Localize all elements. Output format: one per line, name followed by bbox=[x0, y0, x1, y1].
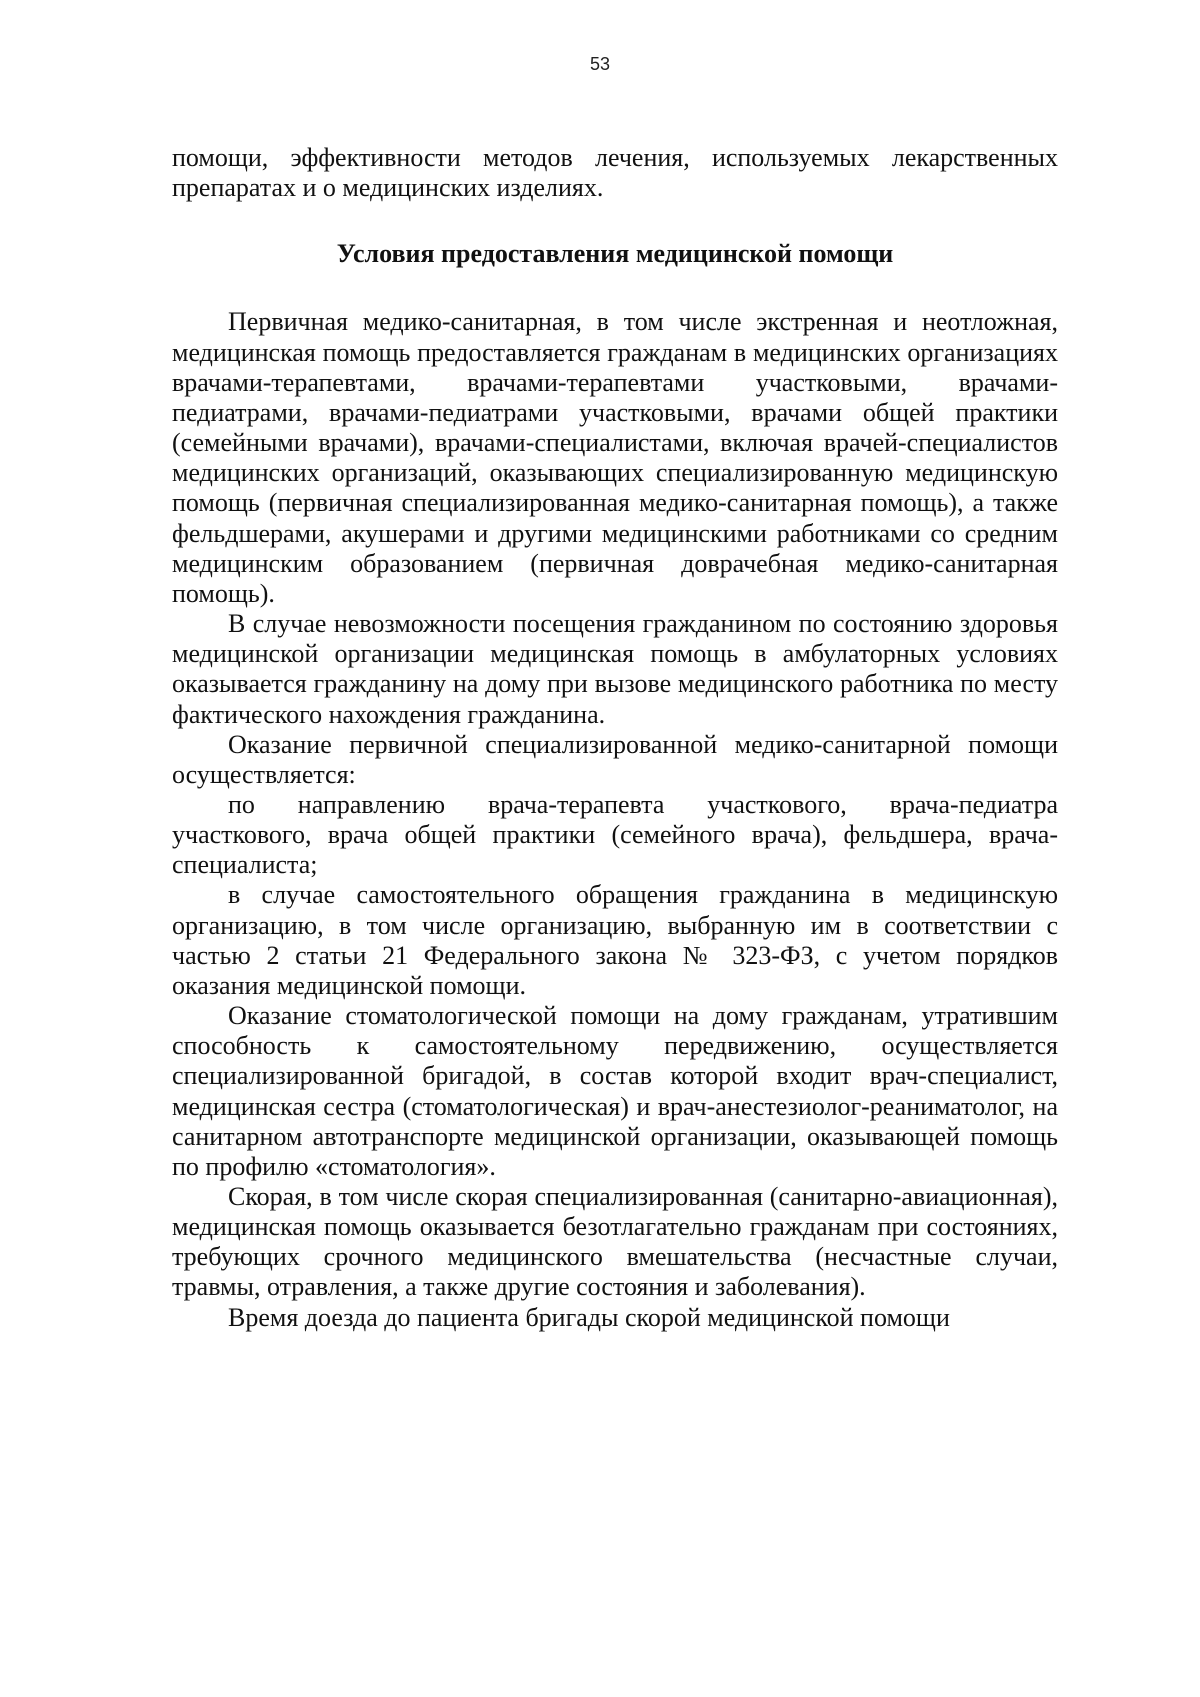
page-number: 53 bbox=[589, 54, 611, 74]
paragraph-primary-care: Первичная медико-санитарная, в том числе экстренная и неотложная, медицинская помощь предоставляется гражданам в медицинских организациях врачами-терапевтами, врачами-терапевтами участковыми, врачами-педиатрами, врачами-педиатрами участковыми, врачами общей практики (семейными врачами), врачами-специалистами, включая врачей-специалистов медицинских организаций, оказывающих специализированную медицинскую помощь (первичная специализированная медико-санитарная помощь), а также фельдшерами, акушерами и другими медицинскими работниками со средним медицинским образованием (первичная доврачебная медико-санитарная помощь). bbox=[172, 307, 1058, 608]
section-heading: Условия предоставления медицинской помощи bbox=[336, 239, 894, 269]
paragraph-self-referral: в случае самостоятельного обращения гражданина в медицинскую организацию, в том числе организацию, выбранную им в соответствии с частью 2 статьи 21 Федерального закона № 323-ФЗ, с учетом порядков оказания медицинской помощи. bbox=[172, 880, 1058, 1000]
document-body bbox=[172, 143, 1058, 1333]
paragraph-dental-home-care: Оказание стоматологической помощи на дому гражданам, утратившим способность к самостоятельному передвижению, осуществляется специализированной бригадой, в состав которой входит врач-специалист, медицинская сестра (стоматологическая) и врач-анестезиолог-реаниматолог, на санитарном автотранспорте медицинской организации, оказывающей помощь по профилю «стоматология». bbox=[172, 1001, 1058, 1181]
paragraph-emergency-care: Скорая, в том числе скорая специализированная (санитарно-авиационная), медицинская помощь оказывается безотлагательно гражданам при состояниях, требующих срочного медицинского вмешательства (несчастные случаи, травмы, отравления, а также другие состояния и заболевания). bbox=[172, 1182, 1058, 1302]
paragraph-home-visit: В случае невозможности посещения гражданином по состоянию здоровья медицинской организации медицинская помощь в амбулаторных условиях оказывается гражданину на дому при вызове медицинского работника по месту фактического нахождения гражданина. bbox=[172, 609, 1058, 729]
continuation-paragraph: помощи, эффективности методов лечения, используемых лекарственных препаратах и о медицинских изделиях. bbox=[172, 143, 1058, 203]
paragraph-referral: по направлению врача-терапевта участкового, врача-педиатра участкового, врача общей практики (семейного врача), фельдшера, врача-специалиста; bbox=[172, 789, 1058, 880]
paragraph-arrival-time: Время доезда до пациента бригады скорой медицинской помощи bbox=[228, 1302, 950, 1332]
paragraph-specialized-care: Оказание первичной специализированной медико-санитарной помощи осуществляется: bbox=[172, 729, 1058, 789]
